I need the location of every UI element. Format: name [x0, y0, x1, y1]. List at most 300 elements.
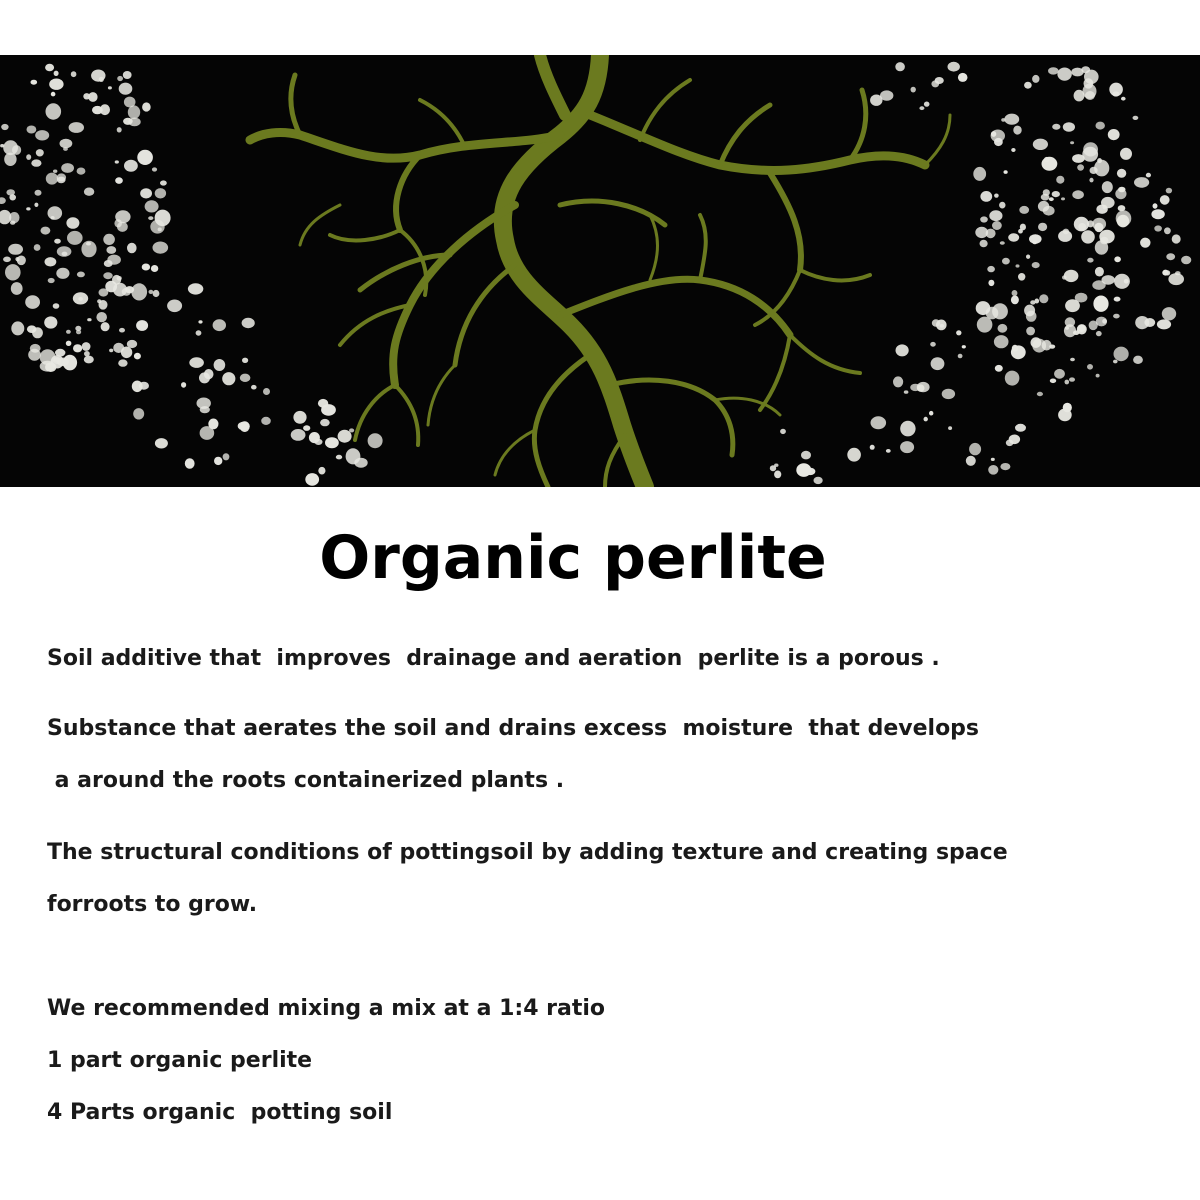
perlite-granule: [11, 321, 24, 335]
perlite-granule: [109, 349, 113, 353]
perlite-granule: [12, 145, 21, 155]
perlite-granule: [123, 71, 132, 79]
perlite-granule: [871, 416, 887, 429]
perlite-granule: [1162, 307, 1176, 320]
perlite-granule: [1032, 339, 1046, 353]
perlite-granule: [200, 426, 215, 440]
perlite-granule: [315, 439, 323, 445]
perlite-granule: [41, 227, 51, 235]
perlite-granules: [0, 62, 1191, 486]
perlite-granule: [25, 295, 40, 309]
perlite-granule: [122, 288, 131, 296]
perlite-granule: [994, 194, 999, 198]
perlite-granule: [1087, 364, 1093, 370]
perlite-granule: [1154, 225, 1162, 231]
perlite-granule: [318, 399, 328, 408]
perlite-granule: [1052, 124, 1060, 130]
perlite-granule: [49, 79, 63, 90]
perlite-granule: [73, 292, 88, 304]
perlite-granule: [54, 71, 59, 76]
perlite-granule: [185, 458, 195, 469]
paragraph-line-5: forroots to grow.: [47, 892, 258, 917]
perlite-granule: [1011, 296, 1019, 305]
perlite-granule: [1038, 223, 1047, 231]
perlite-granule: [973, 167, 986, 181]
perlite-granule: [53, 303, 60, 309]
perlite-granule: [45, 64, 54, 72]
perlite-granule: [167, 300, 182, 313]
perlite-granule: [84, 356, 94, 364]
perlite-granule: [1054, 369, 1065, 379]
perlite-granule: [115, 210, 130, 223]
perlite-granule: [1109, 83, 1123, 97]
perlite-granule: [1026, 327, 1035, 336]
perlite-granule: [240, 421, 250, 432]
perlite-granule: [153, 290, 160, 297]
perlite-granule: [214, 457, 222, 465]
perlite-granule: [1024, 82, 1032, 89]
perlite-granule: [1056, 176, 1064, 184]
perlite-granule: [1077, 164, 1084, 170]
perlite-granule: [69, 122, 84, 133]
perlite-granule: [994, 335, 1009, 348]
perlite-granule: [1113, 360, 1118, 364]
perlite-granule: [119, 328, 125, 333]
perlite-granule: [995, 365, 1003, 372]
perlite-granule: [1092, 218, 1106, 231]
perlite-granule: [1124, 279, 1129, 284]
perlite-granule: [1049, 345, 1055, 349]
perlite-granule: [11, 282, 23, 295]
roots-illustration: [0, 55, 1200, 487]
perlite-granule: [103, 234, 115, 245]
perlite-granule: [1029, 234, 1042, 243]
perlite-granule: [958, 354, 963, 359]
perlite-granule: [30, 344, 41, 353]
perlite-granule: [1096, 331, 1102, 336]
perlite-granule: [1114, 297, 1121, 302]
perlite-granule: [1000, 463, 1010, 470]
perlite-granule: [35, 190, 42, 196]
perlite-granule: [929, 411, 933, 416]
perlite-granule: [1018, 229, 1023, 234]
perlite-granule: [336, 455, 342, 460]
perlite-granule: [3, 257, 11, 263]
perlite-granule: [56, 268, 69, 279]
perlite-granule: [48, 206, 63, 220]
perlite-granule: [931, 357, 945, 370]
perlite-granule: [1018, 273, 1025, 281]
perlite-granule: [969, 443, 981, 455]
perlite-granule: [1049, 197, 1054, 201]
perlite-granule: [108, 86, 112, 89]
hero-banner: [0, 55, 1200, 487]
perlite-granule: [86, 242, 91, 246]
perlite-granule: [214, 359, 226, 371]
perlite-granule: [1074, 90, 1085, 102]
perlite-granule: [105, 281, 117, 293]
perlite-granule: [1035, 299, 1040, 304]
perlite-granule: [349, 428, 354, 432]
perlite-granule: [63, 355, 77, 371]
perlite-granule: [976, 301, 991, 315]
perlite-granule: [136, 320, 148, 331]
perlite-granule: [99, 300, 108, 310]
perlite-granule: [51, 92, 56, 97]
perlite-granule: [8, 244, 23, 255]
perlite-granule: [1087, 258, 1093, 263]
perlite-granule: [1087, 220, 1094, 227]
perlite-granule: [66, 330, 71, 334]
perlite-granule: [1000, 241, 1005, 245]
perlite-granule: [1032, 262, 1040, 268]
perlite-granule: [1117, 169, 1126, 178]
perlite-granule: [1146, 173, 1151, 178]
perlite-granule: [1048, 67, 1059, 74]
perlite-granule: [66, 217, 79, 229]
perlite-granule: [118, 359, 127, 366]
perlite-granule: [1121, 97, 1126, 101]
perlite-granule: [1065, 326, 1069, 330]
perlite-granule: [115, 177, 123, 184]
perlite-granule: [84, 188, 94, 196]
perlite-granule: [1063, 122, 1075, 131]
perlite-granule: [84, 351, 90, 356]
perlite-granule: [291, 429, 306, 441]
perlite-granule: [1144, 318, 1155, 327]
perlite-granule: [1050, 379, 1056, 384]
perlite-granule: [189, 357, 204, 368]
perlite-granule: [1081, 66, 1090, 73]
perlite-granule: [930, 342, 936, 347]
perlite-granule: [1004, 114, 1019, 125]
perlite-granule: [140, 188, 152, 198]
perlite-granule: [1166, 188, 1172, 194]
perlite-granule: [1026, 255, 1030, 259]
perlite-granule: [113, 343, 124, 353]
perlite-granule: [1024, 305, 1035, 317]
perlite-granule: [73, 344, 82, 352]
perlite-granule: [1102, 181, 1113, 193]
perlite-granule: [1058, 409, 1072, 422]
perlite-granule: [1004, 170, 1008, 174]
perlite-granule: [1012, 345, 1018, 352]
perlite-granule: [1070, 358, 1075, 362]
perlite-granule: [1134, 177, 1149, 188]
perlite-granule: [213, 319, 226, 331]
perlite-granule: [87, 318, 91, 321]
perlite-granule: [145, 200, 159, 212]
perlite-granule: [31, 80, 38, 85]
perlite-granule: [92, 106, 103, 114]
perlite-granule: [919, 106, 924, 110]
perlite-granule: [150, 220, 164, 234]
perlite-granule: [36, 149, 44, 156]
perlite-granule: [1063, 229, 1069, 235]
perlite-granule: [103, 272, 112, 279]
perlite-granule: [948, 426, 952, 430]
perlite-granule: [1052, 191, 1060, 197]
perlite-granule: [1140, 238, 1150, 248]
perlite-granule: [895, 62, 905, 71]
perlite-granule: [240, 374, 251, 382]
perlite-granule: [1114, 256, 1121, 262]
perlite-granule: [1057, 68, 1071, 81]
perlite-granule: [980, 240, 988, 248]
perlite-granule: [805, 468, 815, 475]
perlite-granule: [1078, 223, 1086, 231]
perlite-granule: [1113, 314, 1120, 319]
perlite-granule: [263, 388, 270, 395]
perlite-granule: [131, 283, 147, 300]
perlite-granule: [1011, 148, 1015, 152]
paragraph-line-1: Soil additive that improves drainage and aeration perlite is a porous .: [47, 646, 940, 671]
perlite-granule: [83, 93, 90, 99]
perlite-granule: [99, 77, 104, 82]
perlite-granule: [188, 283, 203, 294]
perlite-granule: [160, 180, 167, 185]
perlite-granule: [1133, 356, 1143, 364]
perlite-granule: [134, 353, 141, 360]
perlite-granule: [1012, 290, 1018, 296]
perlite-granule: [991, 131, 996, 137]
perlite-granule: [293, 411, 306, 424]
perlite-granule: [1039, 294, 1048, 303]
perlite-granule: [303, 425, 310, 431]
perlite-granule: [1044, 157, 1049, 162]
perlite-granule: [1115, 188, 1126, 199]
perlite-granule: [60, 139, 73, 148]
perlite-granule: [0, 197, 6, 204]
perlite-granule: [46, 173, 58, 185]
perlite-granule: [924, 102, 930, 107]
perlite-granule: [132, 381, 143, 393]
perlite-granule: [935, 77, 944, 84]
perlite-granule: [1, 124, 8, 130]
perlite-granule: [142, 102, 151, 111]
perlite-granule: [1120, 148, 1132, 160]
perlite-granule: [900, 421, 915, 437]
perlite-granule: [199, 372, 210, 383]
perlite-granule: [942, 389, 955, 399]
perlite-granule: [801, 451, 811, 460]
perlite-granule: [32, 327, 43, 338]
perlite-granule: [994, 138, 1003, 146]
perlite-granule: [34, 203, 38, 207]
perlite-granule: [998, 324, 1008, 333]
perlite-granule: [774, 471, 781, 479]
perlite-granule: [1015, 424, 1026, 432]
perlite-granule: [53, 170, 57, 173]
perlite-granule: [149, 290, 154, 294]
perlite-granule: [988, 280, 994, 286]
perlite-granule: [1064, 270, 1079, 282]
perlite-granule: [991, 458, 995, 461]
perlite-granule: [181, 382, 186, 388]
perlite-granule: [142, 264, 150, 271]
perlite-granule: [153, 242, 169, 254]
perlite-granule: [104, 260, 113, 267]
page-title: Organic perlite: [319, 523, 827, 593]
perlite-granule: [1089, 178, 1093, 183]
perlite-granule: [1037, 392, 1043, 396]
perlite-granule: [980, 191, 992, 202]
perlite-granule: [117, 76, 123, 81]
perlite-granule: [847, 448, 861, 462]
perlite-granule: [1002, 258, 1010, 265]
perlite-granule: [223, 453, 230, 460]
paragraph-line-2: Substance that aerates the soil and drains excess moisture that develops: [47, 716, 980, 741]
perlite-granule: [1181, 256, 1191, 265]
perlite-granule: [1160, 195, 1170, 205]
perlite-granule: [904, 390, 909, 393]
perlite-granule: [1093, 296, 1108, 312]
perlite-granule: [987, 266, 995, 272]
perlite-granule: [1133, 116, 1139, 120]
paragraph-line-4: The structural conditions of pottingsoil by adding texture and creating space: [47, 840, 1008, 865]
perlite-granule: [325, 437, 339, 448]
perlite-granule: [115, 160, 119, 163]
perlite-granule: [880, 90, 893, 100]
perlite-granule: [96, 312, 107, 322]
perlite-granule: [54, 239, 61, 244]
perlite-granule: [5, 264, 21, 280]
perlite-granule: [1157, 319, 1171, 329]
perlite-granule: [77, 272, 85, 278]
perlite-granule: [338, 430, 352, 443]
perlite-granule: [1008, 233, 1019, 241]
perlite-granule: [34, 244, 41, 251]
perlite-granule: [1096, 122, 1105, 130]
perlite-granule: [63, 147, 68, 151]
perlite-granule: [101, 322, 110, 331]
perlite-granule: [992, 221, 1002, 230]
perlite-granule: [1153, 203, 1158, 208]
perlite-granule: [956, 330, 961, 335]
perlite-granule: [910, 384, 920, 391]
perlite-granule: [55, 349, 65, 357]
perlite-granule: [117, 127, 122, 132]
perlite-granule: [1032, 75, 1039, 83]
perlite-granule: [1095, 267, 1104, 277]
perlite-granule: [51, 355, 64, 368]
perlite-granule: [127, 340, 137, 348]
perlite-granule: [999, 202, 1005, 209]
perlite-granule: [958, 73, 968, 82]
perlite-granule: [198, 320, 202, 323]
perlite-granule: [124, 160, 138, 172]
perlite-granule: [368, 433, 383, 448]
perlite-granule: [354, 458, 367, 468]
perlite-granule: [1096, 205, 1107, 214]
perlite-granule: [57, 173, 66, 181]
perlite-granule: [127, 243, 137, 254]
perlite-granule: [242, 358, 248, 363]
perlite-granule: [1085, 91, 1095, 100]
perlite-granule: [67, 231, 83, 245]
perlite-granule: [1114, 347, 1129, 362]
perlite-granule: [1064, 324, 1076, 337]
perlite-granule: [886, 449, 891, 453]
perlite-granule: [1108, 129, 1120, 140]
perlite-granule: [15, 257, 19, 261]
perlite-granule: [35, 130, 49, 140]
perlite-granule: [106, 246, 116, 254]
perlite-granule: [1164, 227, 1171, 234]
perlite-granule: [1168, 273, 1184, 285]
root-system-icon: [250, 55, 950, 487]
perlite-granule: [1006, 440, 1014, 447]
perlite-granule: [77, 168, 86, 175]
perlite-granule: [1072, 190, 1084, 199]
perlite-granule: [870, 445, 875, 450]
perlite-granule: [1075, 293, 1088, 303]
perlite-granule: [61, 163, 74, 173]
perlite-granule: [9, 194, 16, 200]
perlite-granule: [1099, 230, 1114, 244]
perlite-granule: [962, 345, 966, 348]
perlite-granule: [196, 330, 202, 335]
perlite-granule: [989, 210, 1002, 221]
perlite-granule: [1061, 197, 1065, 200]
perlite-granule: [900, 441, 914, 453]
recommendation-intro: We recommended mixing a mix at a 1:4 ratio: [47, 996, 606, 1021]
perlite-granule: [45, 257, 57, 266]
perlite-granule: [1070, 141, 1074, 144]
perlite-granule: [980, 216, 988, 222]
perlite-granule: [1062, 275, 1067, 279]
perlite-granule: [911, 87, 916, 93]
perlite-granule: [62, 252, 68, 256]
perlite-granule: [1102, 275, 1115, 285]
perlite-granule: [31, 159, 41, 166]
perlite-granule: [26, 207, 30, 210]
recommendation-soil-part: 4 Parts organic potting soil: [47, 1100, 393, 1125]
perlite-granule: [1166, 253, 1175, 260]
perlite-granule: [152, 167, 157, 171]
perlite-granule: [48, 278, 55, 283]
perlite-granule: [1041, 194, 1050, 201]
perlite-granule: [977, 317, 993, 333]
perlite-granule: [1069, 377, 1075, 381]
perlite-granule: [128, 105, 140, 119]
perlite-granule: [1151, 209, 1164, 219]
perlite-granule: [814, 477, 823, 484]
perlite-granule: [318, 467, 325, 475]
perlite-granule: [155, 438, 168, 448]
perlite-granule: [1013, 126, 1021, 135]
perlite-granule: [1065, 380, 1070, 385]
perlite-granule: [222, 372, 235, 385]
perlite-granule: [119, 83, 133, 95]
perlite-granule: [133, 408, 144, 419]
perlite-granule: [26, 154, 31, 160]
perlite-granule: [940, 324, 945, 328]
perlite-granule: [1019, 206, 1029, 214]
perlite-granule: [1083, 142, 1098, 156]
perlite-granule: [975, 227, 988, 238]
perlite-granule: [155, 188, 166, 198]
perlite-granule: [1116, 210, 1132, 226]
perlite-granule: [251, 385, 257, 390]
perlite-granule: [148, 216, 153, 220]
perlite-granule: [1033, 139, 1048, 150]
perlite-granule: [1042, 157, 1058, 171]
perlite-granule: [966, 456, 976, 466]
perlite-granule: [896, 344, 909, 356]
perlite-granule: [51, 216, 55, 220]
perlite-granule: [893, 376, 903, 387]
